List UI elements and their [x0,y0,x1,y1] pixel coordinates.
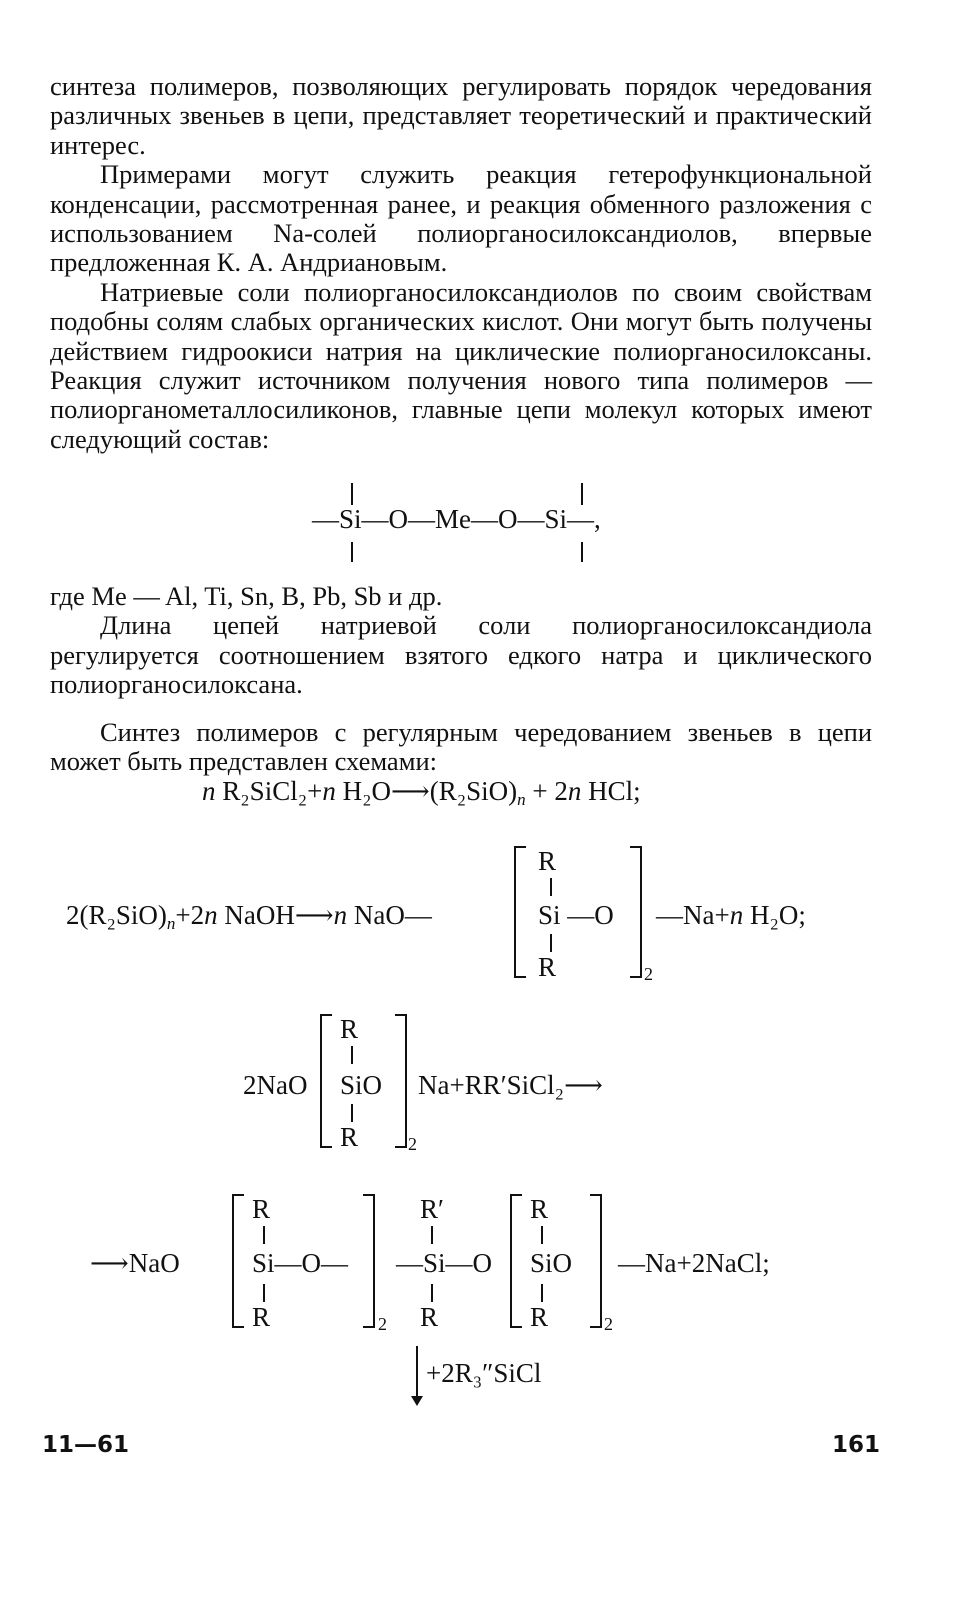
eq3-left: 2NaO [243,1070,308,1100]
si-bond-bottom-1 [351,542,353,562]
si-bond-top-2 [581,483,583,505]
eq4-bracket2-right [590,1194,602,1328]
equation-1: n R₂SiCl₂+n $H_2O⟶(R_2SiO)_n + 2n$ HCl; [202,776,641,809]
eq4-b2-subscript: 2 [604,1314,613,1334]
eq4-b2-r-bot: R [530,1302,549,1332]
body-text-2 [50,582,872,776]
eq2-bond-top [550,878,552,896]
eq4-b1-r-bot: R [252,1302,271,1332]
eq4-mid-si: —Si—O [396,1248,493,1278]
eq2-subscript: 2 [644,964,653,984]
eq2-bracket-right [630,846,642,978]
paragraph-2: Примерами могут служить реакция гетерофункциональной конденсации, рассмотренная ранее, и реакция обменного разложения с использованием Na-солей полиорганосилоксандиолов, впервые предложенная К. А. Андриановым. [50,159,872,278]
page-number: 161 [832,1432,881,1458]
eq4-b2-bond-bottom [541,1284,543,1302]
body-text [50,72,872,454]
eq4-mid-bond-bottom [431,1284,433,1302]
eq4-mid-r-bot: R [420,1302,439,1332]
eq2-r-top: R [538,846,557,876]
chain-formula-text: —Si—O—Me—O—Si—, [312,504,601,534]
eq4-b1-bond-top [263,1226,265,1244]
eq4-tail: —Na+2NaCl; [618,1248,770,1278]
eq4-b1-subscript: 2 [378,1314,387,1334]
eq4-b1-si: Si—O— [252,1248,349,1278]
eq3-bond-bottom [351,1104,353,1122]
eq3-subscript: 2 [408,1134,417,1154]
down-arrow-shaft [416,1346,418,1398]
si-bond-top-1 [351,483,353,505]
signature-mark: 11—61 [42,1432,130,1458]
eq4-bracket1-left [232,1194,244,1328]
paragraph-6: Синтез полимеров с регулярным чередованием звеньев в цепи может быть представлен схемами: [50,716,872,777]
eq4-arrow-nao: ⟶NaO [90,1248,180,1278]
eq2-tail: —Na+n H₂O; [656,900,806,930]
eq4-b2-si: SiO [530,1248,573,1278]
eq4-b2-bond-top [541,1226,543,1244]
eq2-bond-bottom [550,934,552,952]
down-arrow-icon [411,1396,423,1406]
eq3-si: SiO [340,1070,383,1100]
eq2-left: $2(R_2SiO)_n+2n$ NaOH⟶n NaO— [66,900,432,933]
eq3-bracket-right [395,1014,407,1148]
eq2-bracket-left [514,846,526,978]
eq2-si: Si —O [538,900,614,930]
eq4-mid-bond-top [431,1226,433,1244]
paragraph-3: Натриевые соли полиорганосилоксандиолов по своим свойствам подобны солям слабых органических кислот. Они могут быть получены действием гидроокиси натрия на циклические полиорганосилоксаны. Реакция служит источником получения нового типа полимеров — полиорганометаллосиликонов, главные цепи молекул которых имеют следующий состав: [50,276,872,454]
eq5-reagent: +2R₃″SiCl [426,1358,542,1388]
eq4-b2-r-top: R [530,1194,549,1224]
eq3-bond-top [351,1046,353,1064]
paragraph-4: где Me — Al, Ti, Sn, B, Pb, Sb и др. [50,581,443,611]
eq3-tail: Na+RR′SiCl₂⟶ [418,1070,603,1100]
si-bond-bottom-2 [581,542,583,562]
eq3-bracket-left [320,1014,332,1148]
eq4-bracket2-left [510,1194,522,1328]
eq4-bracket1-right [363,1194,375,1328]
eq4-mid-r-top: R′ [420,1194,444,1224]
eq4-b1-r-top: R [252,1194,271,1224]
paragraph-1: синтеза полимеров, позволяющих регулировать порядок чередования различных звеньев в цепи, представляет теоретический и практический интерес. [50,71,872,160]
paragraph-5: Длина цепей натриевой соли полиорганосилоксандиола регулируется соотношением взятого едкого натра и циклического полиорганосилоксана. [50,610,872,700]
eq3-r-top: R [340,1014,359,1044]
eq3-r-bot: R [340,1122,359,1152]
eq2-r-bot: R [538,952,557,982]
eq4-b1-bond-bottom [263,1284,265,1302]
